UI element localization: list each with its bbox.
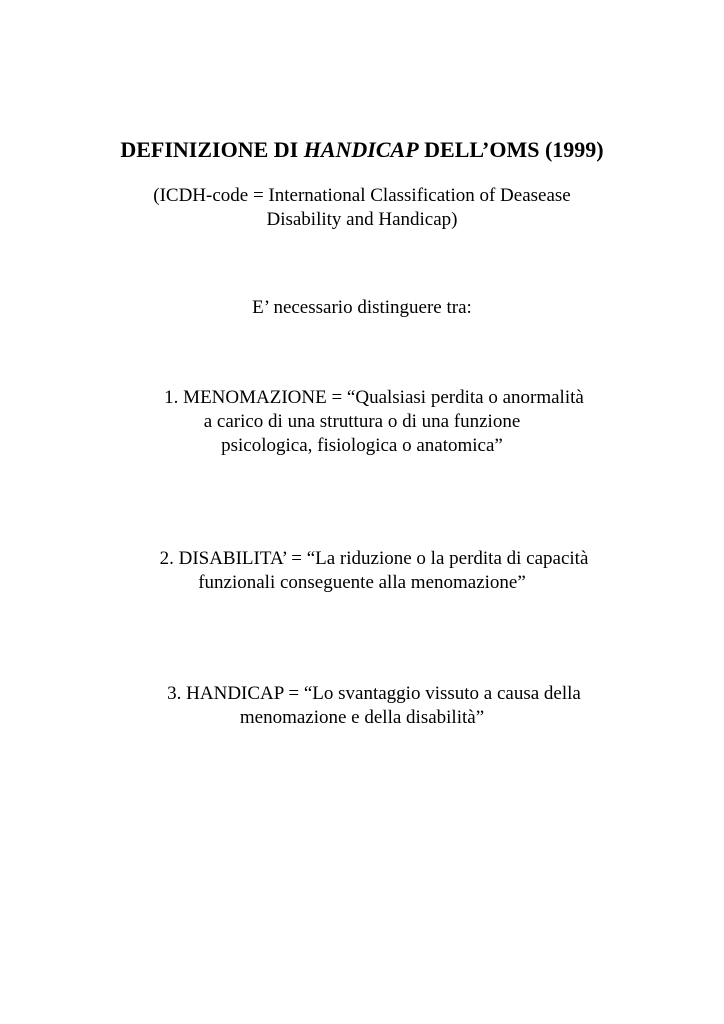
title-emphasis: HANDICAP xyxy=(303,137,419,162)
subtitle xyxy=(0,184,724,232)
list-item-disabilita xyxy=(0,547,724,595)
list-item-line: menomazione e della disabilità” xyxy=(239,707,485,728)
subtitle-line-1: (ICDH-code = International Classification of Deasease xyxy=(153,185,571,206)
list-item-text: HANDICAP = “Lo svantaggio vissuto a causa della xyxy=(186,683,581,704)
list-item-number: 3. xyxy=(167,683,182,704)
list-item-line xyxy=(0,682,724,706)
list-item-line xyxy=(0,386,724,410)
list-item-menomazione xyxy=(0,386,724,458)
list-item-text: DISABILITA’ = “La riduzione o la perdita di capacità xyxy=(178,548,589,569)
list-item-text: MENOMAZIONE = “Qualsiasi perdita o anormalità xyxy=(183,387,584,408)
page-title xyxy=(0,136,724,164)
list-item-line: funzionali conseguente alla menomazione” xyxy=(198,572,526,593)
intro-text: E’ necessario distinguere tra: xyxy=(252,297,472,318)
list-item-line: a carico di una struttura o di una funzione xyxy=(203,411,521,432)
list-item-handicap xyxy=(0,682,724,730)
list-item-number: 1. xyxy=(164,387,179,408)
list-item-line xyxy=(0,547,724,571)
title-prefix: DEFINIZIONE DI xyxy=(120,137,304,162)
list-item-line: psicologica, fisiologica o anatomica” xyxy=(221,435,503,456)
list-item-number: 2. xyxy=(159,548,174,569)
subtitle-line-2: Disability and Handicap) xyxy=(266,209,458,230)
title-suffix: DELL’OMS (1999) xyxy=(418,137,604,162)
